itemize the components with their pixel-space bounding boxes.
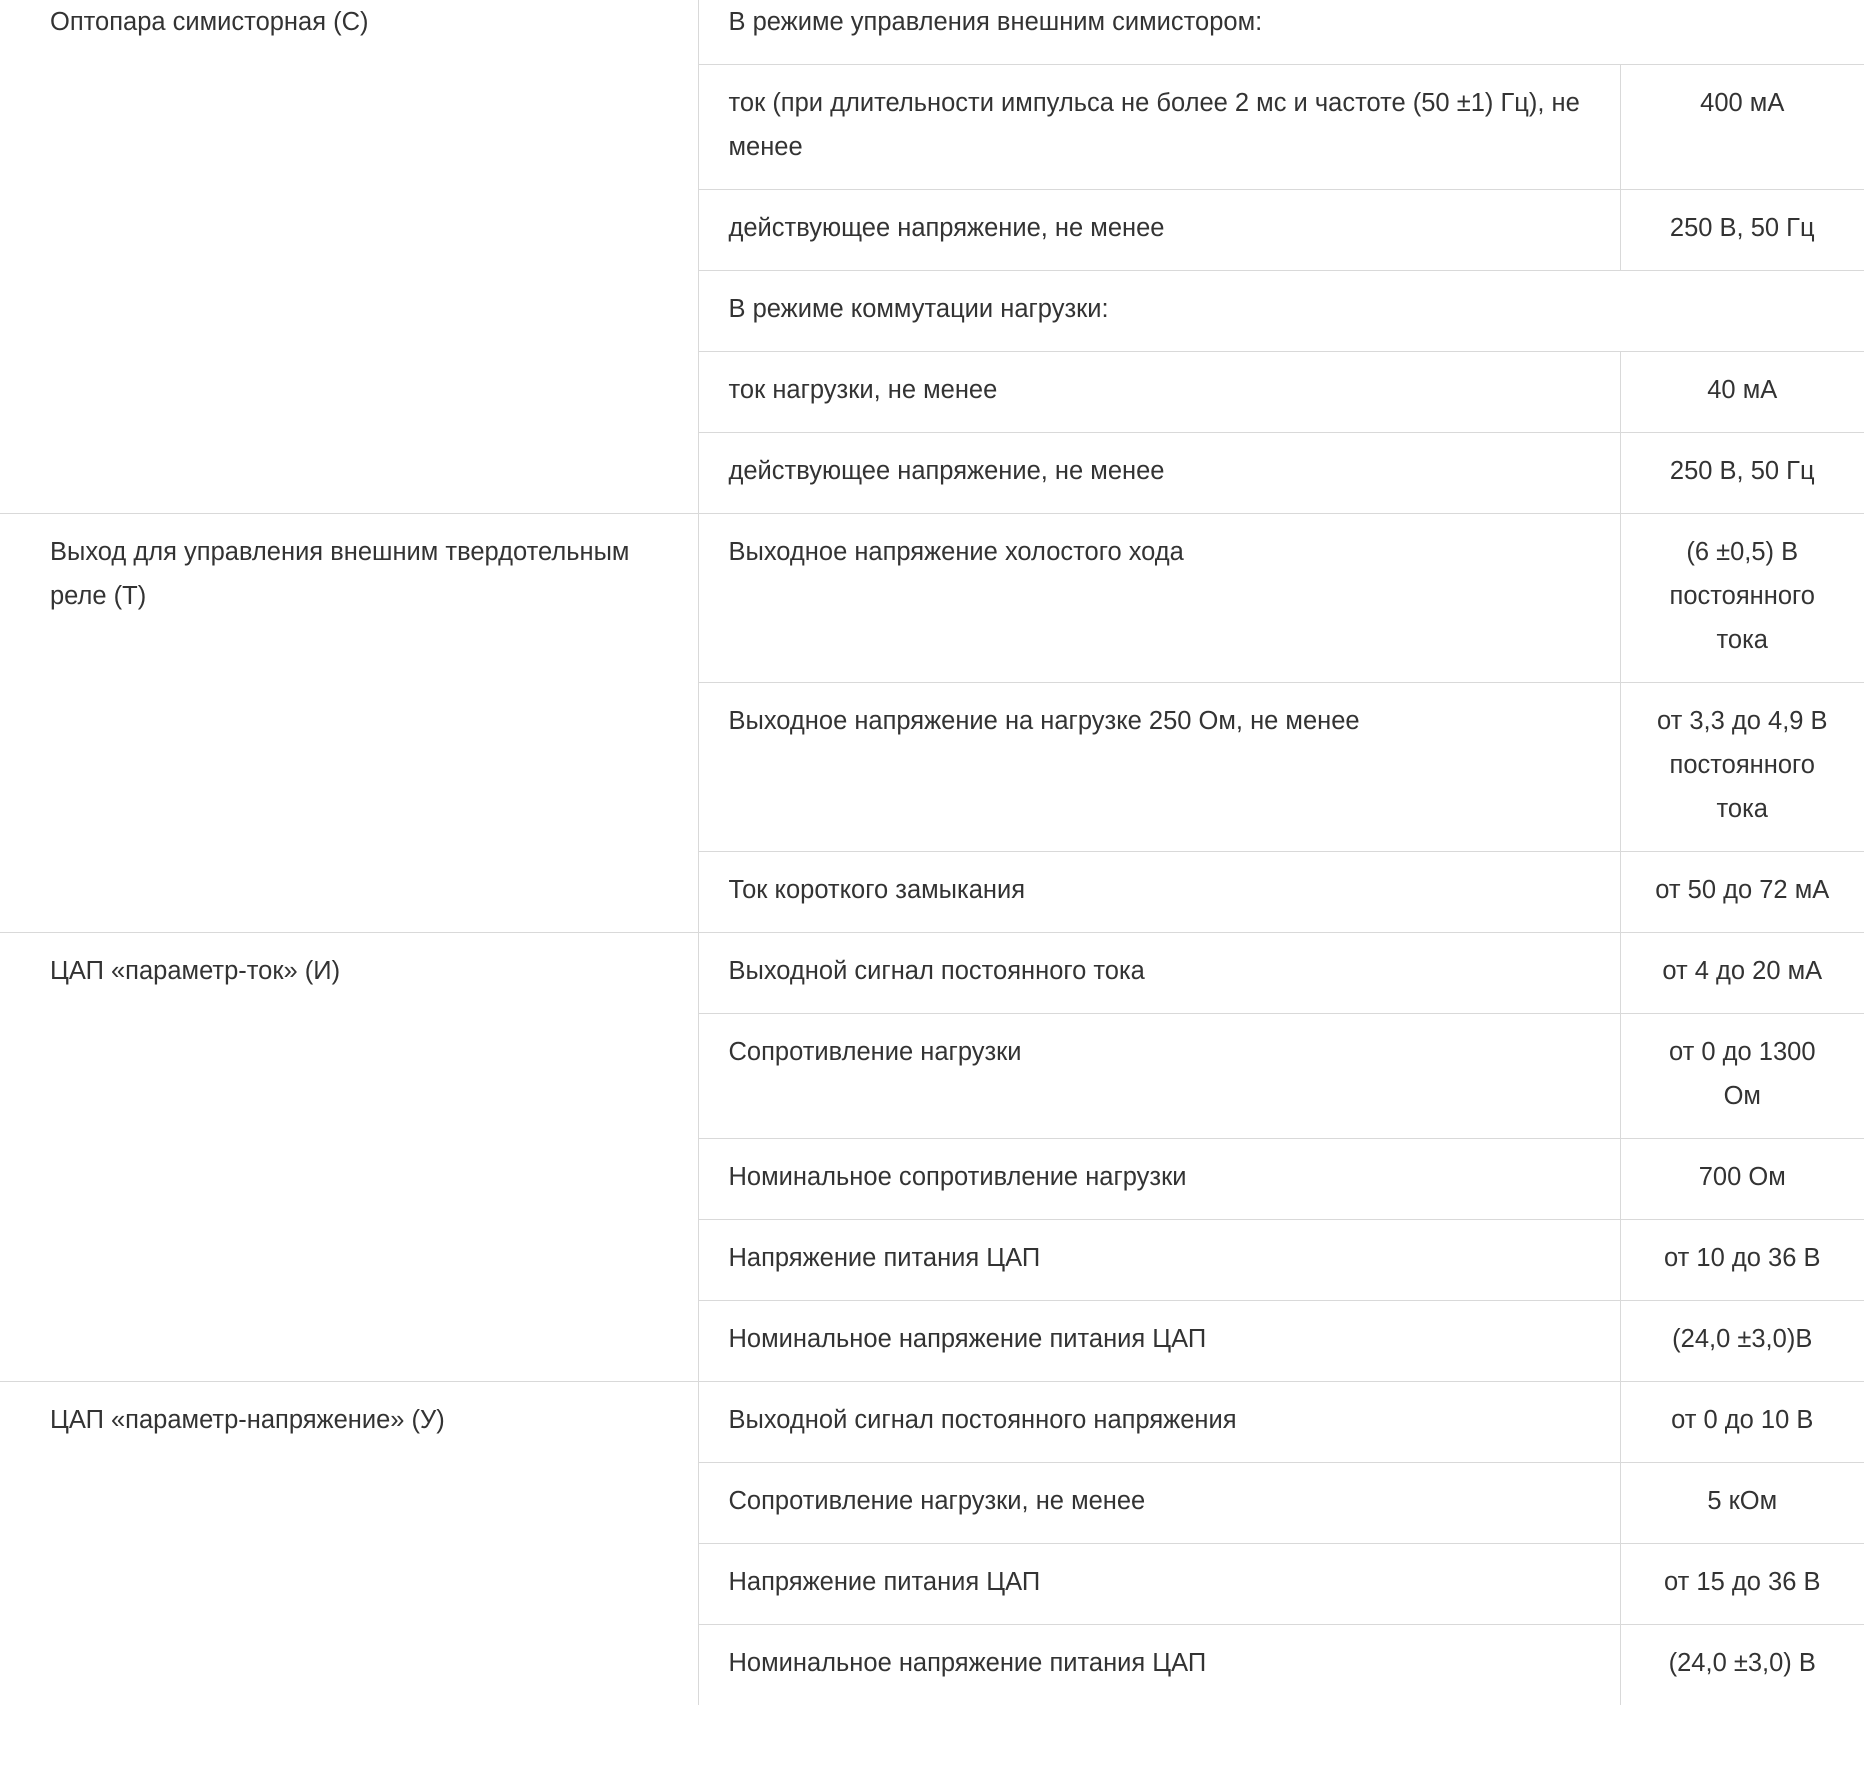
output-type-cell: Выход для управления внешним твердотельным реле (Т) (0, 514, 698, 933)
value-cell: от 3,3 до 4,9 В постоянного тока (1620, 683, 1864, 852)
value-cell: от 15 до 36 В (1620, 1544, 1864, 1625)
output-type-cell: Оптопара симисторная (С) (50, 8, 369, 36)
parameter-cell: Выходной сигнал постоянного тока (698, 933, 1620, 1014)
value-cell: от 0 до 10 В (1620, 1382, 1864, 1463)
value-cell: 250 В, 50 Гц (1620, 190, 1864, 271)
table-row (0, 933, 1864, 1014)
value-cell: от 10 до 36 В (1620, 1220, 1864, 1301)
parameter-cell: Напряжение питания ЦАП (698, 1544, 1620, 1625)
value-cell: от 0 до 1300 Ом (1620, 1014, 1864, 1139)
parameter-cell: Выходной сигнал постоянного напряжения (698, 1382, 1620, 1463)
parameter-cell: Напряжение питания ЦАП (698, 1220, 1620, 1301)
value-cell: 40 мА (1620, 352, 1864, 433)
value-cell: 5 кОм (1620, 1463, 1864, 1544)
value-cell: (6 ±0,5) В постоянного тока (1620, 514, 1864, 683)
value-cell: от 4 до 20 мА (1620, 933, 1864, 1014)
mode-subheader-cell: В режиме коммутации нагрузки: (698, 271, 1864, 352)
table-subheader-row (0, 0, 1864, 65)
mode-subheader-cell: В режиме управления внешним симистором: (698, 0, 1864, 65)
output-type-cell: ЦАП «параметр-напряжение» (У) (0, 1382, 698, 1706)
parameter-cell: Номинальное сопротивление нагрузки (698, 1139, 1620, 1220)
parameter-cell: действующее напряжение, не менее (698, 190, 1620, 271)
parameter-cell: Сопротивление нагрузки, не менее (698, 1463, 1620, 1544)
output-type-cell: ЦАП «параметр-ток» (И) (0, 933, 698, 1382)
value-cell: 250 В, 50 Гц (1620, 433, 1864, 514)
parameter-cell: ток нагрузки, не менее (698, 352, 1620, 433)
parameter-cell: Номинальное напряжение питания ЦАП (698, 1625, 1620, 1706)
parameter-cell: Выходное напряжение холостого хода (698, 514, 1620, 683)
value-cell: (24,0 ±3,0) В (1620, 1625, 1864, 1706)
table-row (0, 514, 1864, 683)
parameter-cell: Сопротивление нагрузки (698, 1014, 1620, 1139)
parameter-cell: Номинальное напряжение питания ЦАП (698, 1301, 1620, 1382)
value-cell: 700 Ом (1620, 1139, 1864, 1220)
parameter-cell: действующее напряжение, не менее (698, 433, 1620, 514)
value-cell: 400 мА (1620, 65, 1864, 190)
table-row (0, 1382, 1864, 1463)
parameter-cell: Выходное напряжение на нагрузке 250 Ом, не менее (698, 683, 1620, 852)
parameter-cell: ток (при длительности импульса не более 2 мс и частоте (50 ±1) Гц), не менее (698, 65, 1620, 190)
parameter-cell: Ток короткого замыкания (698, 852, 1620, 933)
value-cell: от 50 до 72 мА (1620, 852, 1864, 933)
value-cell: (24,0 ±3,0)В (1620, 1301, 1864, 1382)
